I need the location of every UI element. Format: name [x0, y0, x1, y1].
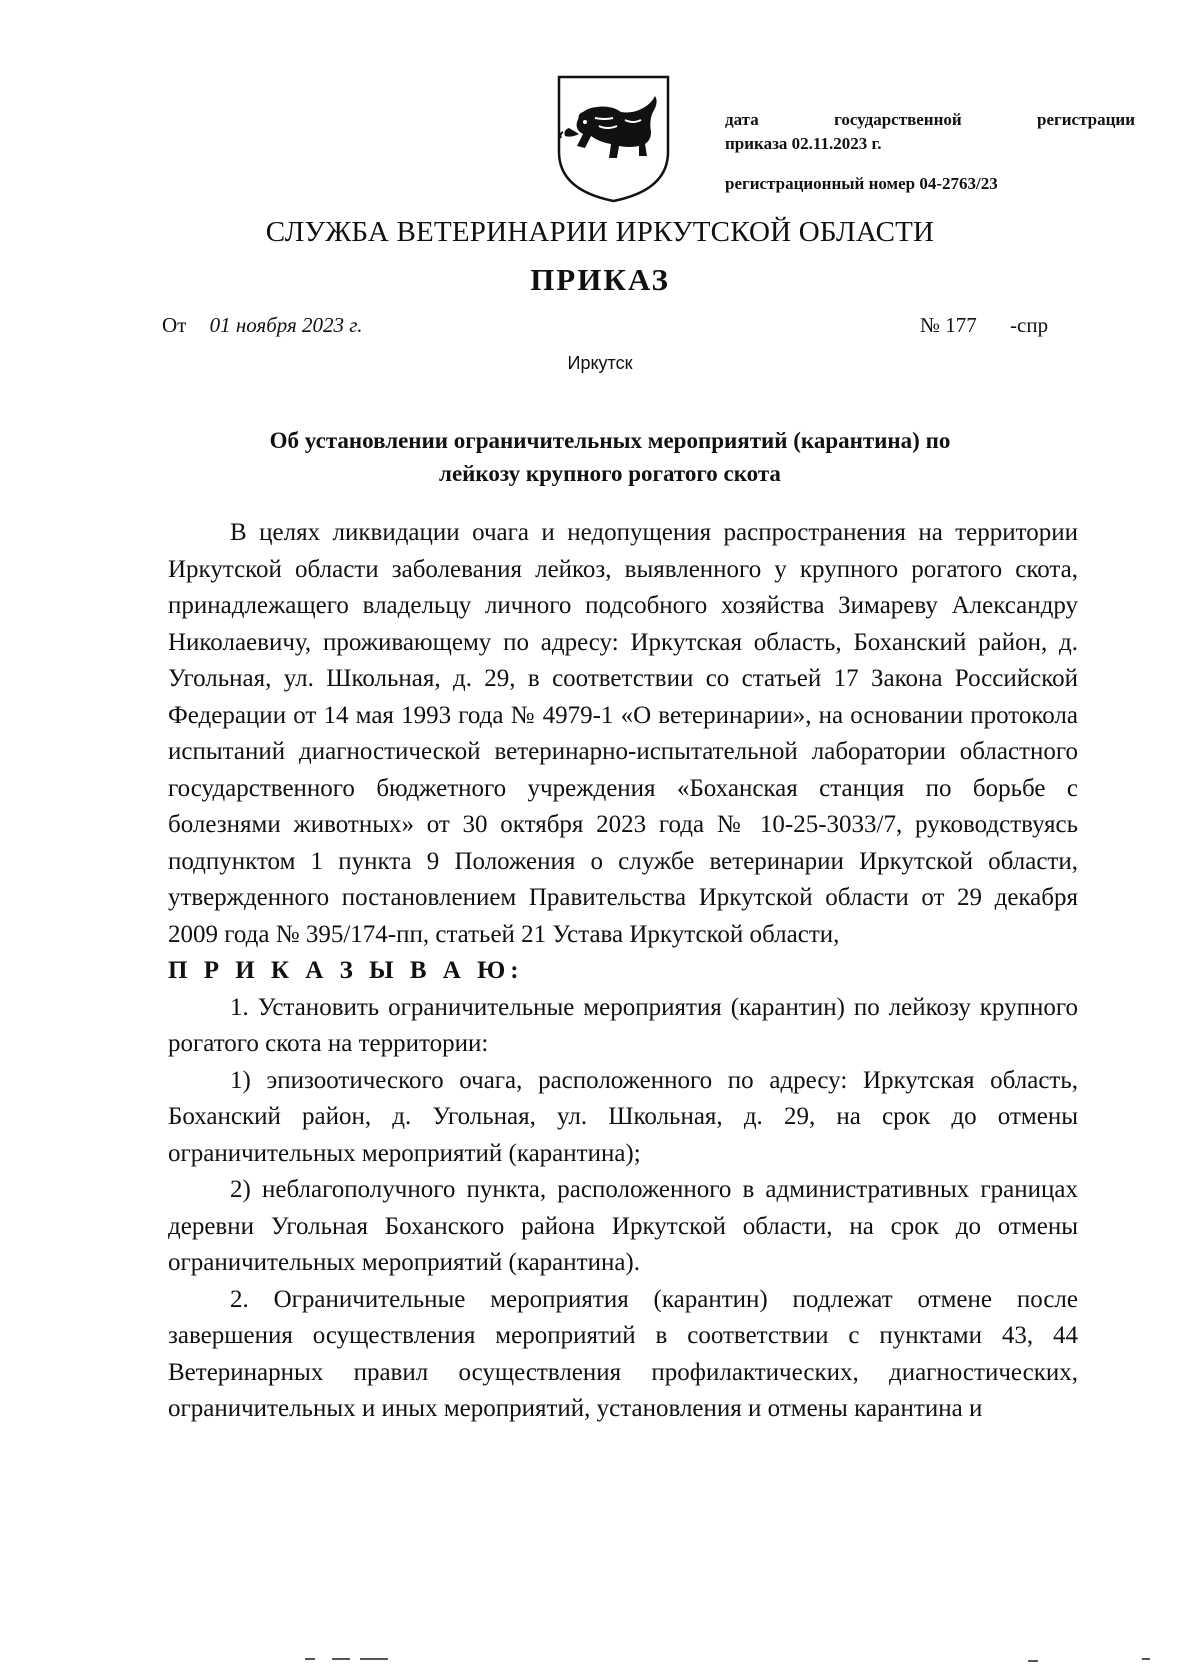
registration-block [725, 108, 1135, 196]
organization-name: СЛУЖБА ВЕТЕРИНАРИИ ИРКУТСКОЙ ОБЛАСТИ [265, 216, 935, 248]
document-number [920, 313, 1048, 338]
registration-line-1: дата государственной регистрации [725, 110, 1135, 129]
title-line-2: лейкозу крупного рогатого скота [439, 461, 781, 486]
order-word: П Р И К А З Ы В А Ю: [168, 957, 524, 984]
coat-of-arms-icon [555, 74, 672, 204]
item-1: 1. Установить ограничительные мероприятия (карантин) по лейкозу крупного рогатого скота на территории: [168, 993, 1078, 1057]
document-body [168, 515, 1078, 1428]
title-line-1: Об установлении ограничительных мероприятий (карантина) по [269, 428, 951, 453]
document-title [170, 424, 1050, 490]
preamble-paragraph: В целях ликвидации очага и недопущения распространения на территории Иркутской области заболевания лейкоз, выявленного у крупного рогатого скота, принадлежащего владельцу личного подсобного хозяйства Зимареву Александру Николаевичу, проживающему по адресу: Иркутская область, Боханский район, д. Угольная, ул. Школьная, д. 29, в соответствии со статьей 17 Закона Российской Федерации от 14 мая 1993 года № 4979-1 «О ветеринарии», на основании протокола испытаний диагностической ветеринарно-испытательной лаборатории областного государственного бюджетного учреждения «Боханская станция по борьбе с болезнями животных» от 30 октября 2023 года № 10-25-3033/7, руководствуясь подпунктом 1 пункта 9 Положения о службе ветеринарии Иркутской области, утвержденного постановлением Правительства Иркутской области от 29 декабря 2009 года № 395/174-пп, статьей 21 Устава Иркутской области, [168, 519, 1078, 948]
number-prefix: № [920, 313, 941, 337]
document-type: ПРИКАЗ [530, 262, 670, 297]
registration-number: регистрационный номер 04-2763/23 [725, 174, 998, 193]
scan-artifact [360, 1658, 388, 1660]
number-value: 177 [945, 313, 977, 337]
scan-artifact [332, 1658, 350, 1660]
city: Иркутск [567, 353, 633, 373]
date-prefix: От [162, 313, 187, 337]
scan-artifact [305, 1658, 315, 1660]
number-suffix: -спр [1010, 313, 1049, 337]
item-1-2: 2) неблагополучного пункта, расположенного в административных границах деревни Угольная Боханского района Иркутской области, на срок до отмены ограничительных мероприятий (карантина). [168, 1176, 1078, 1276]
date-value: 01 ноября 2023 г. [209, 313, 363, 337]
scan-artifact [1028, 1660, 1038, 1662]
item-1-1: 1) эпизоотического очага, расположенного по адресу: Иркутская область, Боханский район, д. Угольная, ул. Школьная, д. 29, на срок до отмены ограничительных мероприятий (карантина); [168, 1066, 1078, 1167]
item-2: 2. Ограничительные мероприятия (карантин) подлежат отмене после завершения осуществления мероприятий в соответствии с пунктами 43, 44 Ветеринарных правил осуществления профилактических, диагностических, ограничительных и иных мероприятий, установления и отмены карантина и [168, 1285, 1078, 1422]
scan-artifact [1142, 1658, 1150, 1660]
registration-line-2: приказа 02.11.2023 г. [725, 134, 882, 153]
document-date [162, 313, 362, 338]
